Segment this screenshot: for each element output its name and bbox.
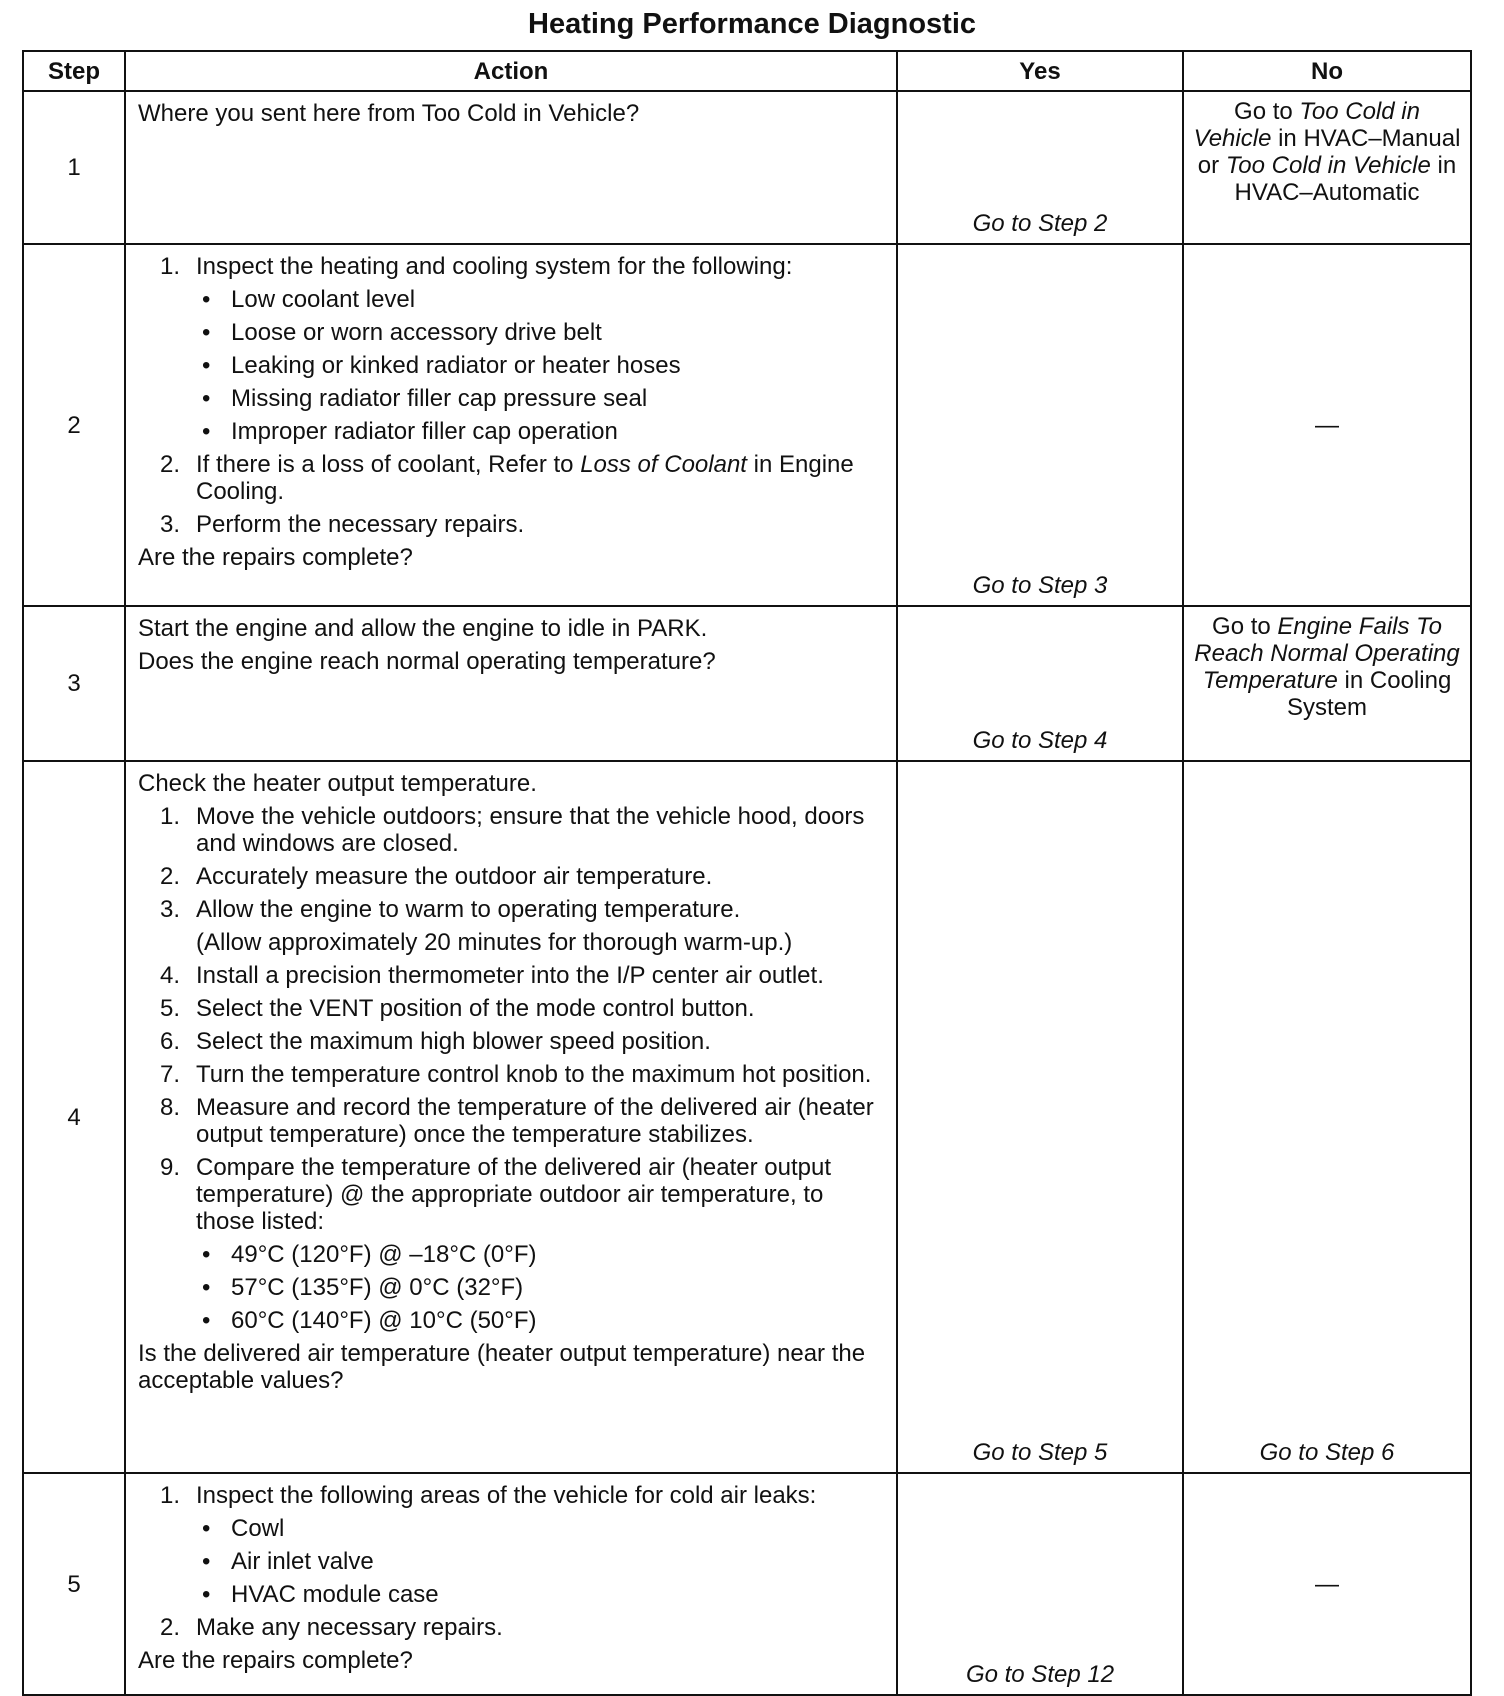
- yes-result: Go to Step 12: [897, 1473, 1183, 1695]
- action-item: 9. Compare the temperature of the delivered air (heater output temperature) @ the appropriate outdoor air temperature, to those listed:: [160, 1154, 832, 1235]
- action-bullet: • Air inlet valve: [202, 1548, 374, 1575]
- action-item: 1. Move the vehicle outdoors; ensure that the vehicle hood, doors and windows are closed.: [160, 803, 865, 857]
- action-bullet: • HVAC module case: [202, 1581, 439, 1608]
- no-result: Go to Engine Fails To Reach Normal Operating Temperature in Cooling System: [1183, 606, 1471, 761]
- no-result: Go to Step 6: [1183, 761, 1471, 1473]
- page-title: Heating Performance Diagnostic: [528, 8, 976, 40]
- table-row-step-2: [23, 244, 1471, 606]
- action-subnote: (Allow approximately 20 minutes for thorough warm-up.): [196, 929, 793, 956]
- action-item: 2. Accurately measure the outdoor air temperature.: [160, 863, 713, 890]
- action-item: 7. Turn the temperature control knob to the maximum hot position.: [160, 1061, 872, 1088]
- action-cell: [125, 761, 897, 1473]
- action-item: 2. Make any necessary repairs.: [160, 1614, 503, 1641]
- action-bullet: • 57°C (135°F) @ 0°C (32°F): [202, 1274, 524, 1301]
- action-question: Is the delivered air temperature (heater output temperature) near the acceptable values?: [138, 1340, 866, 1394]
- action-item: 6. Select the maximum high blower speed position.: [160, 1028, 711, 1055]
- action-bullet: • Low coolant level: [202, 286, 416, 313]
- action-text: Start the engine and allow the engine to idle in PARK.: [138, 615, 708, 642]
- action-bullet: • Missing radiator filler cap pressure seal: [202, 385, 648, 412]
- action-cell: [125, 606, 897, 761]
- action-cell: [125, 91, 897, 244]
- action-item: 8. Measure and record the temperature of the delivered air (heater output temperature) once the temperature stabilizes.: [160, 1094, 874, 1148]
- step-number: 5: [23, 1473, 125, 1695]
- step-number: 2: [23, 244, 125, 606]
- action-item: 1. Inspect the following areas of the vehicle for cold air leaks:: [160, 1482, 817, 1509]
- action-question: Are the repairs complete?: [138, 544, 413, 571]
- yes-result: Go to Step 4: [897, 606, 1183, 761]
- no-result: —: [1183, 244, 1471, 606]
- step-number: 4: [23, 761, 125, 1473]
- action-bullet: • Loose or worn accessory drive belt: [202, 319, 602, 346]
- action-item: 1. Inspect the heating and cooling system for the following:: [160, 253, 793, 280]
- action-bullet: • Cowl: [202, 1515, 285, 1542]
- action-bullet: • Leaking or kinked radiator or heater hoses: [202, 352, 681, 379]
- action-item: 3. Allow the engine to warm to operating temperature.: [160, 896, 741, 923]
- no-result: —: [1183, 1473, 1471, 1695]
- diagnostic-table: [22, 50, 1472, 1696]
- action-item: 3. Perform the necessary repairs.: [160, 511, 525, 538]
- action-intro: Check the heater output temperature.: [138, 770, 537, 797]
- action-question: Are the repairs complete?: [138, 1647, 413, 1674]
- header-yes: Yes: [897, 51, 1183, 91]
- action-item: 4. Install a precision thermometer into the I/P center air outlet.: [160, 962, 824, 989]
- header-no: No: [1183, 51, 1471, 91]
- action-question: Where you sent here from Too Cold in Vehicle?: [138, 100, 640, 127]
- table-row-step-3: [23, 606, 1471, 761]
- action-cell: [125, 1473, 897, 1695]
- table-header-row: [23, 51, 1471, 91]
- header-step: Step: [23, 51, 125, 91]
- no-result: Go to Too Cold in Vehicle in HVAC–Manual or Too Cold in Vehicle in HVAC–Automatic: [1183, 91, 1471, 244]
- table-row-step-4: [23, 761, 1471, 1473]
- action-item: 2. If there is a loss of coolant, Refer to Loss of Coolant in Engine Cooling.: [160, 451, 854, 505]
- header-action: Action: [125, 51, 897, 91]
- step-number: 3: [23, 606, 125, 761]
- action-question: Does the engine reach normal operating temperature?: [138, 648, 716, 675]
- action-cell: [125, 244, 897, 606]
- table-row-step-1: [23, 91, 1471, 244]
- action-item: 5. Select the VENT position of the mode control button.: [160, 995, 755, 1022]
- yes-result: Go to Step 2: [897, 91, 1183, 244]
- action-bullet: • 60°C (140°F) @ 10°C (50°F): [202, 1307, 537, 1334]
- yes-result: Go to Step 3: [897, 244, 1183, 606]
- action-bullet: • Improper radiator filler cap operation: [202, 418, 618, 445]
- action-bullet: • 49°C (120°F) @ –18°C (0°F): [202, 1241, 537, 1268]
- table-row-step-5: [23, 1473, 1471, 1695]
- yes-result: Go to Step 5: [897, 761, 1183, 1473]
- step-number: 1: [23, 91, 125, 244]
